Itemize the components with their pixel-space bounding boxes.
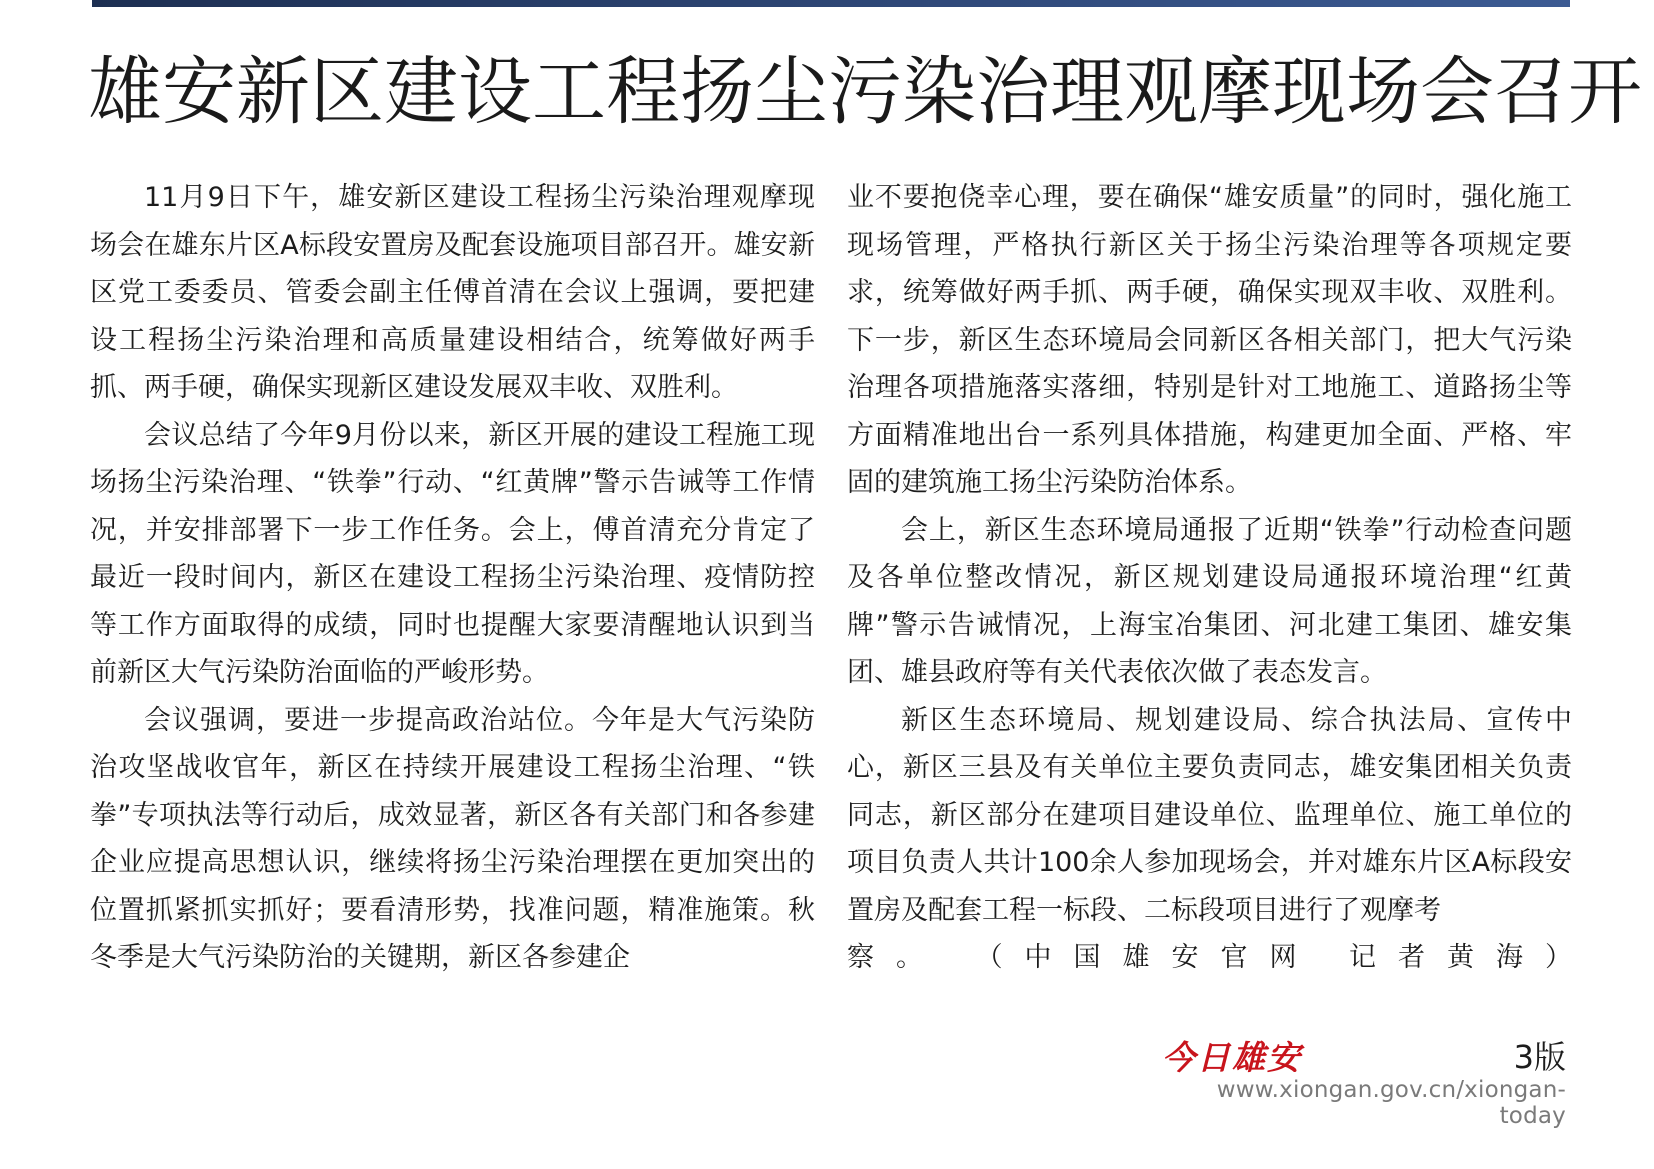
site-url: www.xiongan.gov.cn/xiongan-today [1216,1077,1566,1129]
newspaper-logo: 今日雄安 [1162,1038,1302,1077]
paragraph-1: 11月9日下午，雄安新区建设工程扬尘污染治理观摩现场会在雄东片区A标段安置房及配套设施项目部召开。雄安新区党工委委员、管委会副主任傅首清在会议上强调，要把建设工程扬尘污染治理和高质量建设相结合，统筹做好两手抓、两手硬，确保实现新区建设发展双丰收、双胜利。 [90,182,815,403]
page-number: 3版 [1513,1038,1566,1076]
paragraph-3-continued: 业不要抱侥幸心理，要在确保“雄安质量”的同时，强化施工现场管理，严格执行新区关于扬尘污染治理等各项规定要求，统筹做好两手抓、两手硬，确保实现双丰收、双胜利。下一步，新区生态环境局会同新区各相关部门，把大气污染治理各项措施落实落细，特别是针对工地施工、道路扬尘等方面精准地出台一系列具体措施，构建更加全面、严格、牢固的建筑施工扬尘污染防治体系。 [847,182,1572,498]
paragraph-2: 会议总结了今年9月份以来，新区开展的建设工程施工现场扬尘污染治理、“铁拳”行动、“红黄牌”警示告诫等工作情况，并安排部署下一步工作任务。会上，傅首清充分肯定了最近一段时间内，新区在建设工程扬尘污染治理、疫情防控等工作方面取得的成绩，同时也提醒大家要清醒地认识到当前新区大气污染防治面临的严峻形势。 [90,419,815,688]
article-column-left [90,174,815,982]
top-rule [92,0,1570,7]
paragraph-5-text: 新区生态环境局、规划建设局、综合执法局、宣传中心，新区三县及有关单位主要负责同志，雄安集团相关负责同志，新区部分在建项目建设单位、监理单位、施工单位的项目负责人共计100余人参加现场会，并对雄东片区A标段安置房及配套工程一标段、二标段项目进行了观摩考 [847,704,1572,926]
paragraph-5 [847,697,1572,935]
article-title: 雄安新区建设工程扬尘污染治理观摩现场会召开 [88,49,1642,135]
article-column-right [847,174,1572,982]
footer-brand [1162,1032,1566,1082]
paragraph-5-end: 察。 [847,942,945,973]
paragraph-3: 会议强调，要进一步提高政治站位。今年是大气污染防治攻坚战收官年，新区在持续开展建设工程扬尘治理、“铁拳”专项执法等行动后，成效显著，新区各有关部门和各参建企业应提高思想认识，继续将扬尘污染治理摆在更加突出的位置抓紧抓实抓好；要看清形势，找准问题，精准施策。秋冬季是大气污染防治的关键期，新区各参建企 [90,704,815,973]
article-byline: （中国雄安官网 记者黄海） [975,942,1572,973]
paragraph-4: 会上，新区生态环境局通报了近期“铁拳”行动检查问题及各单位整改情况，新区规划建设局通报环境治理“红黄牌”警示告诫情况，上海宝冶集团、河北建工集团、雄安集团、雄县政府等有关代表依次做了表态发言。 [847,514,1572,688]
byline-row [847,934,1572,982]
